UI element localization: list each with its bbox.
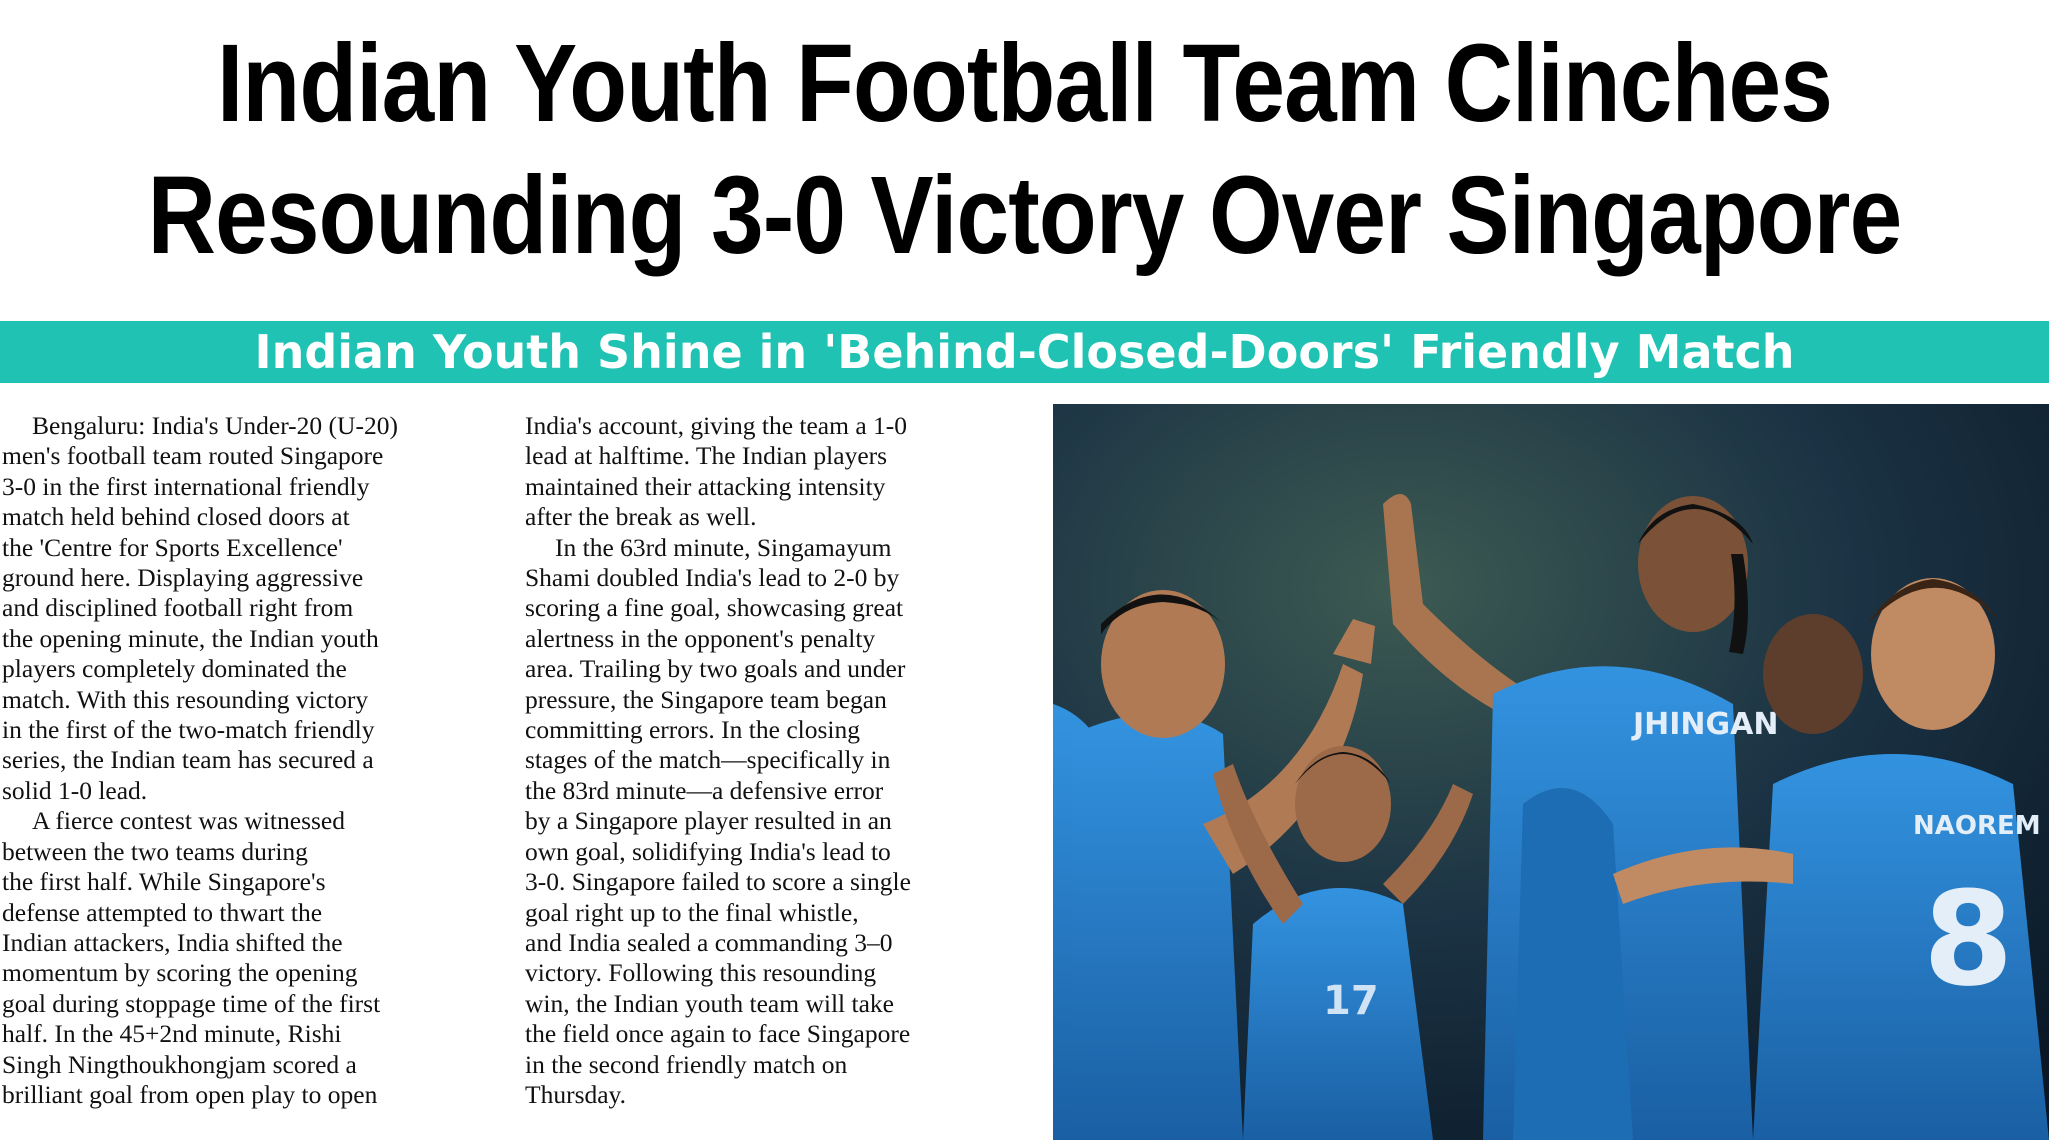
text-line: Thursday. xyxy=(525,1079,627,1109)
text-line: Indian attackers, India shifted the xyxy=(2,927,343,957)
text-line: match. With this resounding victory xyxy=(2,684,369,714)
text-line: the first half. While Singapore's xyxy=(2,867,326,897)
text-line: in the first of the two-match friendly xyxy=(2,715,375,745)
jersey-name-naorem: NAOREM xyxy=(1913,811,2041,841)
text-line: ground here. Displaying aggressive xyxy=(2,563,364,593)
text-line: pressure, the Singapore team began xyxy=(525,684,887,714)
headline-line-1: Indian Youth Football Team Clinches xyxy=(216,22,1832,145)
text-line: India's account, giving the team a 1-0 xyxy=(525,411,908,440)
text-line: and India sealed a commanding 3–0 xyxy=(525,927,893,957)
text-line: In the 63rd minute, Singamayum xyxy=(555,532,892,562)
text-line: victory. Following this resounding xyxy=(525,958,877,988)
text-line: Shami doubled India's lead to 2-0 by xyxy=(525,563,900,593)
jersey-number-8: 8 xyxy=(1923,863,2014,1015)
text-line: defense attempted to thwart the xyxy=(2,897,323,927)
text-line: brilliant goal from open play to open xyxy=(2,1079,378,1109)
text-line: and disciplined football right from xyxy=(2,593,354,623)
text-line: area. Trailing by two goals and under xyxy=(525,654,906,684)
jersey-number-17: 17 xyxy=(1323,978,1379,1024)
jersey-name-jhingan: JHINGAN xyxy=(1633,707,1779,742)
text-line: between the two teams during xyxy=(2,836,308,866)
text-line: half. In the 45+2nd minute, Rishi xyxy=(2,1019,342,1049)
text-line: 3-0. Singapore failed to score a single xyxy=(525,867,911,897)
article-column-1 xyxy=(2,411,480,1110)
text-line: own goal, solidifying India's lead to xyxy=(525,836,891,866)
text-line: win, the Indian youth team will take xyxy=(525,988,894,1018)
text-line: Singh Ningthoukhongjam scored a xyxy=(2,1049,357,1079)
text-line: the 'Centre for Sports Excellence' xyxy=(2,532,343,562)
text-line: maintained their attacking intensity xyxy=(525,471,886,501)
headline xyxy=(0,18,2049,282)
text-line: by a Singapore player resulted in an xyxy=(525,806,892,836)
text-line: match held behind closed doors at xyxy=(2,502,350,532)
text-line: the 83rd minute—a defensive error xyxy=(525,775,884,805)
text-line: scoring a fine goal, showcasing great xyxy=(525,593,904,623)
text-line: Bengaluru: India's Under-20 (U-20) xyxy=(32,411,398,440)
text-line: men's football team routed Singapore xyxy=(2,441,384,471)
text-line: the field once again to face Singapore xyxy=(525,1019,911,1049)
text-line: players completely dominated the xyxy=(2,654,347,684)
text-line: lead at halftime. The Indian players xyxy=(525,441,888,471)
text-line: series, the Indian team has secured a xyxy=(2,745,374,775)
text-line: the opening minute, the Indian youth xyxy=(2,623,379,653)
text-line: committing errors. In the closing xyxy=(525,715,860,745)
text-line: goal during stoppage time of the first xyxy=(2,988,381,1018)
players-illustration xyxy=(1053,404,2049,1140)
text-line: goal right up to the final whistle, xyxy=(525,897,859,927)
team-celebration-photo xyxy=(1053,404,2049,1140)
subheadline-banner: Indian Youth Shine in 'Behind-Closed-Doors' Friendly Match xyxy=(0,321,2049,383)
article-column-2 xyxy=(525,411,1005,1110)
headline-line-2: Resounding 3-0 Victory Over Singapore xyxy=(147,154,1902,277)
text-line: solid 1-0 lead. xyxy=(2,775,148,805)
text-line: in the second friendly match on xyxy=(525,1049,848,1079)
text-line: alertness in the opponent's penalty xyxy=(525,623,876,653)
text-line: momentum by scoring the opening xyxy=(2,958,358,988)
text-line: 3-0 in the first international friendly xyxy=(2,471,370,501)
text-line: after the break as well. xyxy=(525,502,757,532)
text-line: stages of the match—specifically in xyxy=(525,745,891,775)
text-line: A fierce contest was witnessed xyxy=(32,806,345,836)
